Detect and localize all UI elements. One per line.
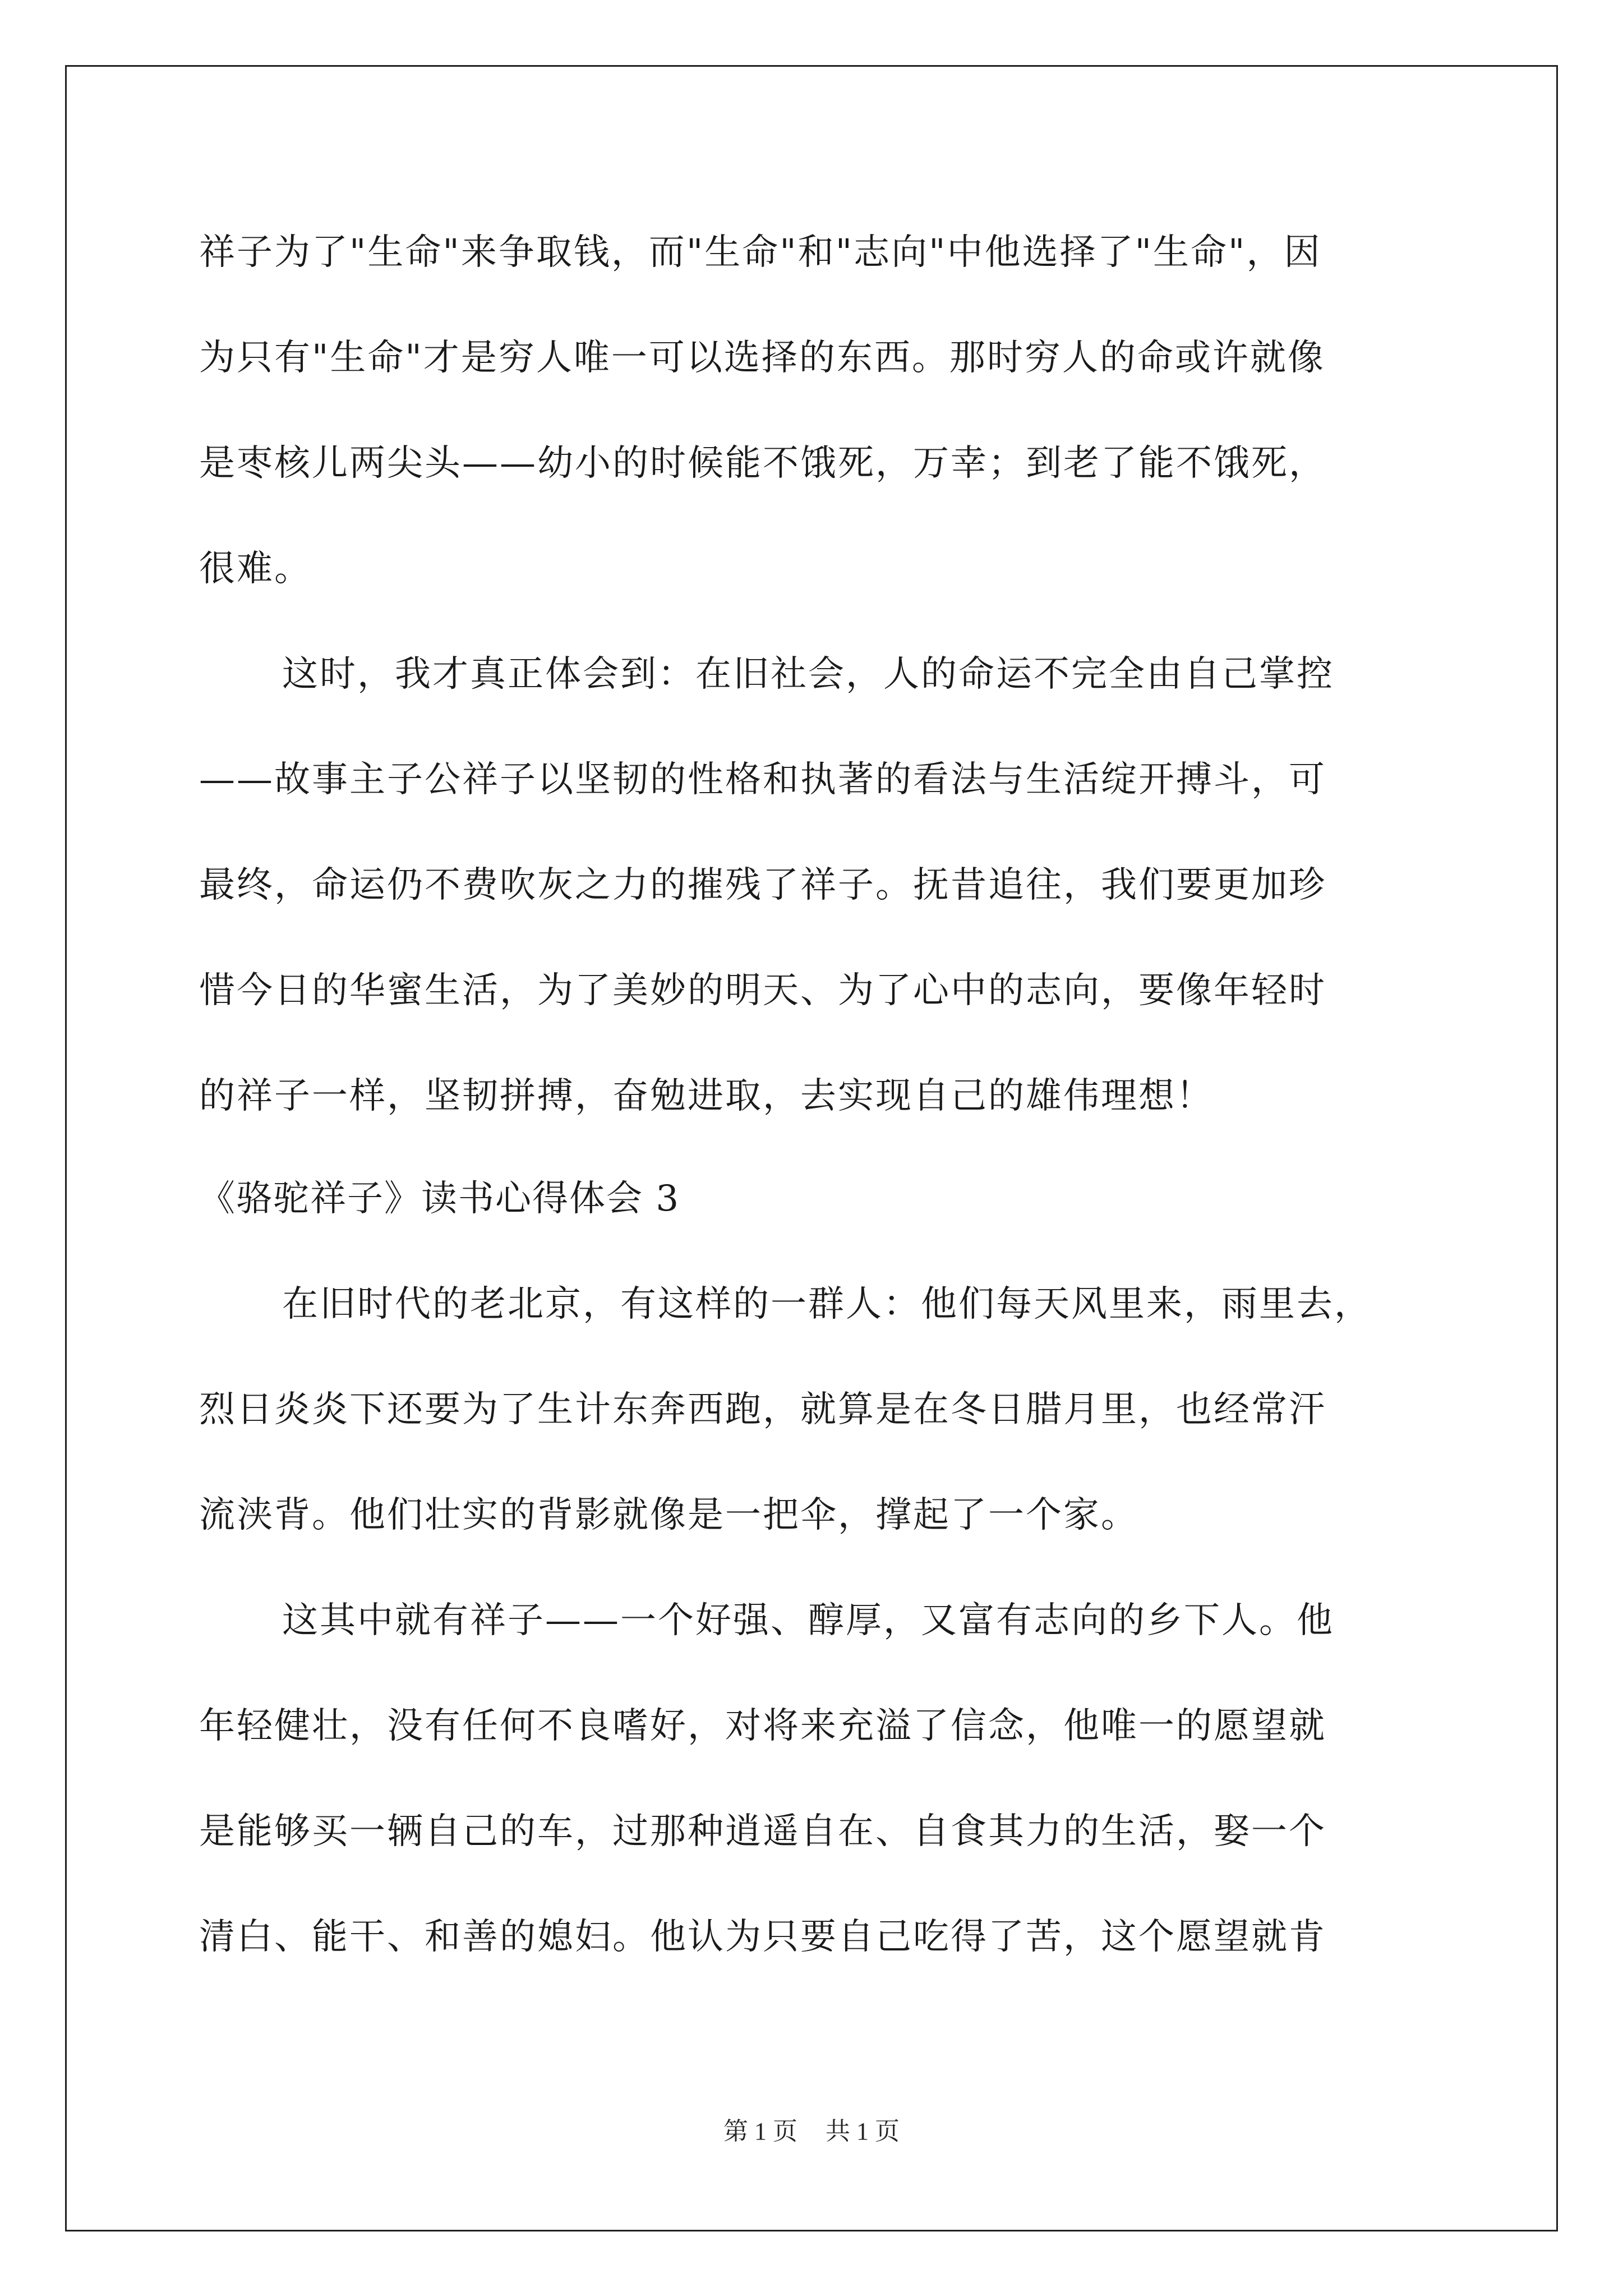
page-total: 共 1 页: [826, 2118, 900, 2145]
text-line: 惜今日的华蜜生活，为了美妙的明天、为了心中的志向，要像年轻时: [199, 970, 1326, 1011]
text-line: 烈日炎炎下还要为了生计东奔西跑，就算是在冬日腊月里，也经常汗: [199, 1389, 1326, 1430]
text-line: 祥子为了"生命"来争取钱，而"生命"和"志向"中他选择了"生命"，因: [199, 232, 1322, 273]
text-line: 最终，命运仍不费吹灰之力的摧残了祥子。抚昔追往，我们要更加珍: [199, 864, 1326, 906]
text-line: 年轻健壮，没有任何不良嗜好，对将来充溢了信念，他唯一的愿望就: [199, 1705, 1326, 1747]
text-line: 清白、能干、和善的媳妇。他认为只要自己吃得了苦，这个愿望就肯: [199, 1916, 1326, 1958]
text-line: 的祥子一样，坚韧拼搏，奋勉进取，去实现自己的雄伟理想！: [199, 1075, 1214, 1117]
text-line: 流浃背。他们壮实的背影就像是一把伞，撑起了一个家。: [199, 1494, 1138, 1536]
page-footer: [0, 2115, 1623, 2148]
paragraph-start-line: 在旧时代的老北京，有这样的一群人：他们每天风里来，雨里去，: [282, 1283, 1372, 1325]
paragraph-start-line: 这其中就有祥子——一个好强、醇厚，又富有志向的乡下人。他: [282, 1600, 1334, 1641]
text-line: 很难。: [199, 548, 312, 590]
text-line: 为只有"生命"才是穷人唯一可以选择的东西。那时穷人的命或许就像: [199, 337, 1325, 379]
section-heading: 《骆驼祥子》读书心得体会 3: [199, 1178, 680, 1220]
text-line: 是能够买一辆自己的车，过那种逍遥自在、自食其力的生活，娶一个: [199, 1811, 1326, 1852]
paragraph-start-line: 这时，我才真正体会到：在旧社会，人的命运不完全由自己掌控: [282, 654, 1334, 695]
page-number: 第 1 页: [723, 2118, 797, 2145]
text-line: ——故事主子公祥子以坚韧的性格和执著的看法与生活绽开搏斗，可: [199, 759, 1326, 800]
text-line: 是枣核儿两尖头——幼小的时候能不饿死，万幸；到老了能不饿死，: [199, 443, 1326, 484]
